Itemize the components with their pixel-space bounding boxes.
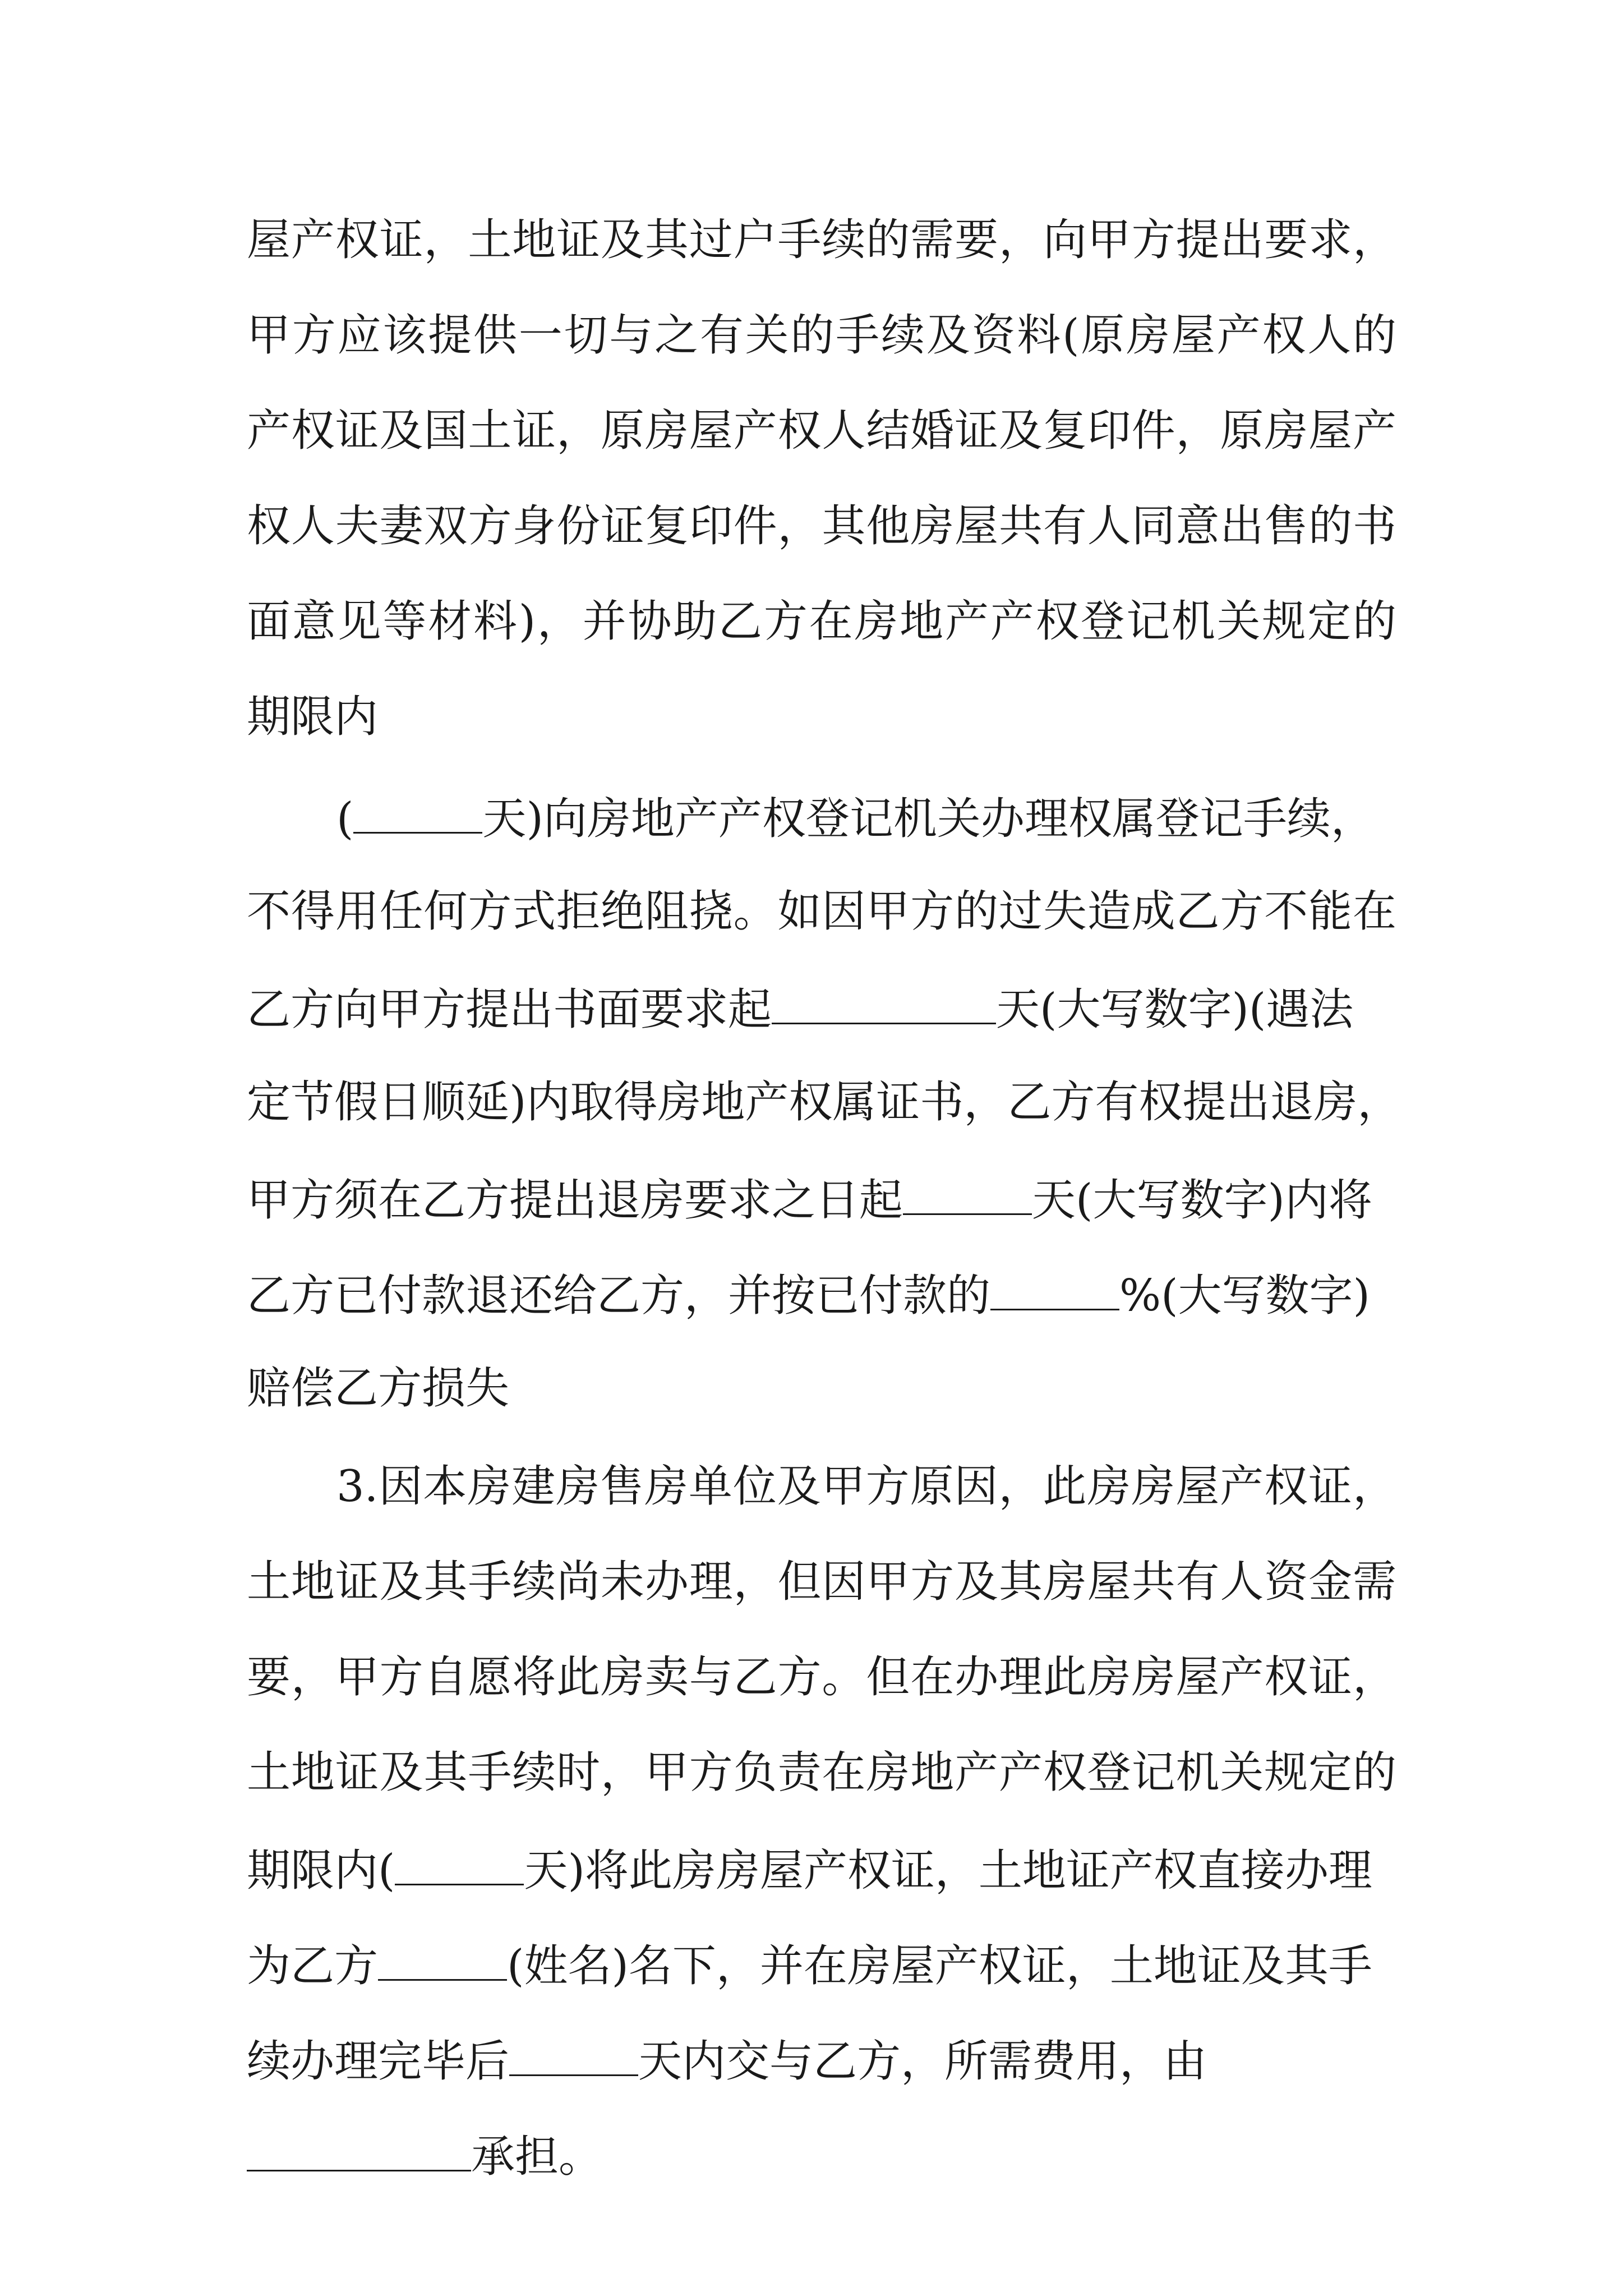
fill-blank	[378, 1935, 507, 1981]
text-segment: 乙方向甲方提出书面要求起	[247, 984, 772, 1035]
text-segment: 续办理完毕后	[247, 2036, 510, 2087]
text-segment: 期限内(	[247, 1846, 395, 1896]
fill-blank	[903, 1170, 1032, 1215]
fill-blank	[353, 788, 482, 834]
text-segment: 要，甲方自愿将此房卖与乙方。但在办理此房房屋产权证，	[247, 1652, 1396, 1703]
text-line	[247, 884, 1396, 940]
text-segment: 土地证及其手续尚未办理，但因甲方及其房屋共有人资金需	[247, 1557, 1396, 1607]
text-line	[247, 1265, 1396, 1324]
text-segment: (	[336, 794, 354, 844]
fill-blank	[395, 1840, 524, 1885]
text-segment: 天内交与乙方，所需费用，由	[638, 2036, 1207, 2087]
text-line	[336, 1458, 1396, 1515]
text-line	[247, 1170, 1396, 1228]
text-segment: 土地证及其手续时，甲方负责在房地产产权登记机关规定的	[247, 1747, 1396, 1798]
text-segment: 甲方应该提供一切与之有关的手续及资料(原房屋产权人的	[247, 310, 1396, 361]
text-line	[247, 1074, 1401, 1130]
text-segment: 不得用任何方式拒绝阻挠。如因甲方的过失造成乙方不能在	[247, 886, 1396, 937]
text-line	[247, 689, 1396, 745]
fill-blank	[990, 1265, 1119, 1310]
text-line	[247, 979, 1396, 1038]
text-line	[247, 1360, 1396, 1416]
text-segment: 权人夫妻双方身份证复印件，其他房屋共有人同意出售的书	[247, 501, 1396, 551]
text-segment: 天)向房地产产权登记机关办理权属登记手续，	[482, 794, 1375, 844]
text-line	[247, 1554, 1396, 1610]
text-line	[247, 212, 1396, 268]
fill-blank	[772, 979, 996, 1024]
text-segment: 面意见等材料)，并协助乙方在房地产产权登记机关规定的	[247, 596, 1396, 647]
text-line	[247, 307, 1396, 364]
text-line	[247, 1840, 1396, 1899]
text-segment: 承担。	[471, 2132, 603, 2182]
text-segment: %(大写数字)	[1119, 1271, 1370, 1321]
text-segment: 屋产权证，土地证及其过户手续的需要，向甲方提出要求，	[247, 215, 1396, 265]
text-segment: 产权证及国土证，原房屋产权人结婚证及复印件，原房屋产	[247, 406, 1396, 456]
text-segment: 3.因本房建房售房单位及甲方原因，此房房屋产权证，	[336, 1461, 1396, 1512]
text-line	[247, 593, 1396, 650]
fill-blank	[247, 2126, 471, 2171]
text-segment: 赔偿乙方损失	[247, 1363, 510, 1414]
text-segment: (姓名)名下，并在房屋产权证，土地证及其手	[507, 1941, 1372, 1991]
text-segment: 甲方须在乙方提出退房要求之日起	[247, 1175, 903, 1226]
text-line	[247, 1649, 1396, 1705]
text-segment: 定节假日顺延)内取得房地产权属证书，乙方有权提出退房，	[247, 1077, 1401, 1128]
text-line	[247, 2031, 1396, 2090]
text-line	[247, 2126, 1396, 2185]
text-line	[247, 1745, 1396, 1801]
text-segment: 天(大写数字)(遇法	[996, 984, 1354, 1035]
fill-blank	[509, 2031, 638, 2076]
text-segment: 为乙方	[247, 1941, 379, 1991]
text-line	[247, 1935, 1396, 1994]
text-line	[336, 788, 1396, 847]
text-line	[247, 403, 1396, 459]
text-segment: 天)将此房房屋产权证，土地证产权直接办理	[524, 1846, 1372, 1896]
text-segment: 期限内	[247, 692, 379, 742]
text-segment: 乙方已付款退还给乙方，并按已付款的	[247, 1271, 991, 1321]
text-line	[247, 498, 1396, 554]
text-segment: 天(大写数字)内将	[1032, 1175, 1372, 1226]
